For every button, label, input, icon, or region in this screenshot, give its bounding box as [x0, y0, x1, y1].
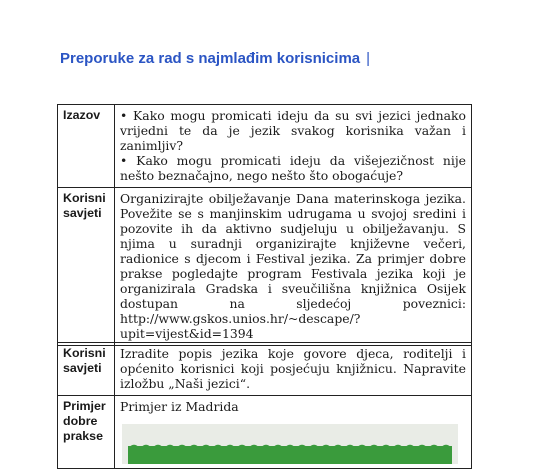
label-prakse: prakse [63, 429, 103, 443]
label-savjeti: savjeti [63, 361, 102, 375]
challenge-table [57, 104, 472, 346]
bullet-2: • Kako mogu promicati ideju da višejezičnost nije nešto beznačajno, nego nešto što obogaćuje? [120, 153, 466, 183]
heading-text: Preporuke za rad s najmlađim korisnicima [60, 50, 361, 67]
row-content [115, 105, 472, 188]
photo-green-banner [128, 446, 452, 464]
example-caption: Primjer iz Madrida [120, 399, 239, 414]
tips-table [57, 342, 472, 469]
row-content [115, 396, 472, 469]
row-label [58, 188, 115, 346]
table-row [58, 188, 472, 346]
tips-text: Organizirajte obilježavanje Dana materinskoga jezika. Povežite se s manjinskim udrugama u svojoj sredini i pozovite ih da aktivno sudjeluju u obilježavanju. S njima u suradnji organizirajte književne večeri, radionice s djecom i Festival jezika. Za primjer dobre prakse pogledajte program Festivala jezika koji je organizirala Gradska i sveučilišna knjižnica Osijek dostupan na sljedećoj poveznici: http://www.gskos.unios.hr/~descape/?upit=vijest&id=1394 [120, 191, 466, 341]
bullet-1: • Kako mogu promicati ideju da su svi jezici jednako vrijedni te da je jezik svakog korisnika važan i zanimljiv? [120, 108, 466, 153]
example-photo [122, 424, 458, 464]
page-heading [60, 50, 370, 67]
tips-text: Izradite popis jezika koje govore djeca, roditelji i općenito korisnici koji posjećuju knjižnicu. Napravite izložbu „Naši jezici“. [120, 346, 466, 391]
row-label [58, 396, 115, 469]
table-row [58, 343, 472, 396]
label-dobre: dobre [63, 414, 98, 428]
label-izazov: Izazov [63, 108, 101, 122]
row-label [58, 343, 115, 396]
heading-bar: | [366, 50, 371, 67]
label-korisni: Korisni [63, 346, 106, 360]
label-savjeti: savjeti [63, 206, 102, 220]
label-primjer: Primjer [63, 399, 106, 413]
table-row [58, 396, 472, 469]
row-content [115, 188, 472, 346]
row-label [58, 105, 115, 188]
label-korisni: Korisni [63, 191, 106, 205]
row-content [115, 343, 472, 396]
table-row [58, 105, 472, 188]
